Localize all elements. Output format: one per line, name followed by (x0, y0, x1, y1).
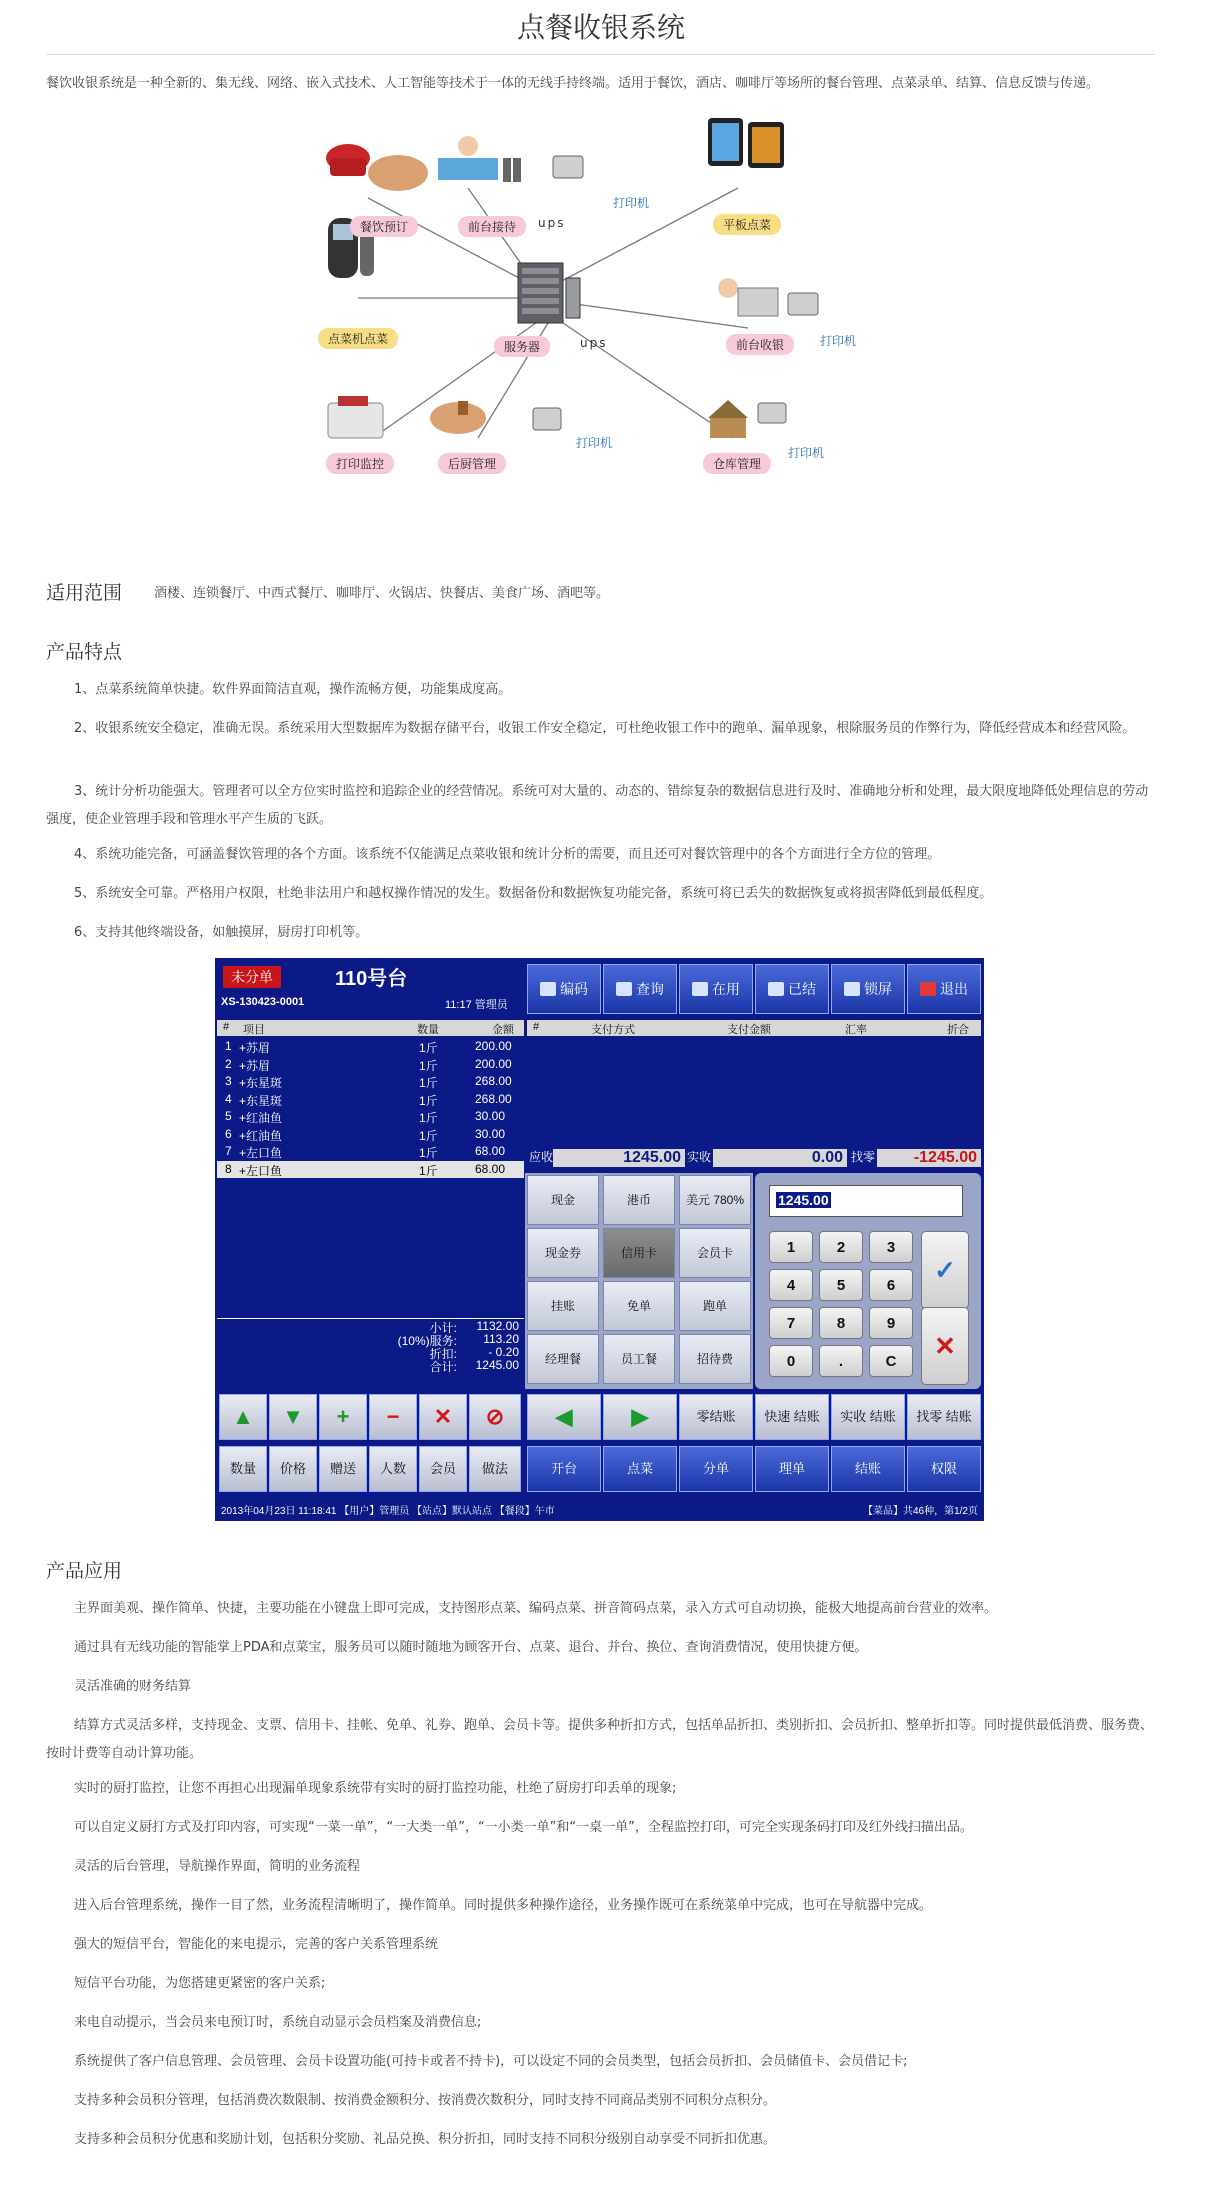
payment-grid-header: # 支付方式 支付金额 汇率 折合 (527, 1020, 981, 1036)
warehouse-icon (708, 400, 786, 438)
label-printer-4: 打印机 (788, 446, 825, 460)
arrow-left-icon[interactable]: ◀ (527, 1394, 601, 1440)
code-icon (540, 982, 556, 996)
diagram-lines (308, 118, 908, 548)
due-amount: 1245.00 (553, 1149, 685, 1167)
order-item-row[interactable]: 4 +东星斑 1斤 268.00 (225, 1091, 512, 1108)
pay-member-card-button[interactable]: 会员卡 (679, 1228, 751, 1278)
key-2[interactable]: 2 (819, 1231, 863, 1263)
pos-screenshot (215, 958, 984, 1521)
cancel-x-icon[interactable]: ✕ (921, 1307, 969, 1385)
exit-button[interactable]: 退出 (907, 964, 981, 1014)
label-ups-1: ups (538, 216, 566, 230)
feature-item-6: 6、支持其他终端设备，如触摸屏，厨房打印机等。 (74, 925, 369, 940)
label-cashier: 前台收银 (726, 334, 794, 355)
pay-voucher-button[interactable]: 现金券 (527, 1228, 599, 1278)
change-settle-button[interactable]: 找零 结账 (907, 1394, 981, 1440)
numeric-keypad (755, 1173, 981, 1389)
minus-icon[interactable]: − (369, 1394, 417, 1440)
application-para-7: 灵活的后台管理，导航操作界面，简明的业务流程 (74, 1859, 361, 1874)
application-para-5: 实时的厨打监控，让您不再担心出现漏单现象系统带有实时的厨打监控功能，杜绝了厨房打印丢单的现象; (74, 1781, 677, 1796)
application-para-6: 可以自定义厨打方式及打印内容，可实现“一菜一单”，“一大类一单”，“一小类一单”和“一桌一单”，全程监控打印，可完全实现条码打印及红外线扫描出品。 (74, 1820, 973, 1835)
label-reserve: 餐饮预订 (350, 216, 418, 237)
key-7[interactable]: 7 (769, 1307, 813, 1339)
checkout-button[interactable]: 结账 (831, 1446, 905, 1492)
features-heading: 产品特点 (46, 641, 123, 663)
label-print-monitor: 打印监控 (326, 453, 394, 474)
key-3[interactable]: 3 (869, 1231, 913, 1263)
gift-button[interactable]: 赠送 (319, 1446, 367, 1492)
amount-input[interactable]: 1245.00 (769, 1185, 963, 1217)
lock-screen-button[interactable]: 锁屏 (831, 964, 905, 1014)
lock-icon (844, 982, 860, 996)
change-amount: -1245.00 (877, 1149, 981, 1167)
cooking-method-button[interactable]: 做法 (469, 1446, 521, 1492)
order-item-row[interactable]: 2 +苏眉 1斤 200.00 (225, 1056, 512, 1073)
confirm-check-icon[interactable]: ✓ (921, 1231, 969, 1309)
item-grid-header: # 项目 数量 金额 (217, 1020, 524, 1036)
key-4[interactable]: 4 (769, 1269, 813, 1301)
delete-icon[interactable]: ✕ (419, 1394, 467, 1440)
system-network-diagram (308, 118, 908, 548)
split-bill-button[interactable]: 分单 (679, 1446, 753, 1492)
payment-method-panel (525, 1173, 753, 1389)
quick-settle-button[interactable]: 快速 结账 (755, 1394, 829, 1440)
key-1[interactable]: 1 (769, 1231, 813, 1263)
page-title: 点餐收银系统 (516, 11, 685, 44)
paid-amount: 0.00 (713, 1149, 847, 1167)
label-kitchen: 后厨管理 (438, 453, 506, 474)
application-para-9: 强大的短信平台，智能化的来电提示，完善的客户关系管理系统 (74, 1937, 439, 1952)
status-left: 2013年04月23日 11:18:41 【用户】管理员 【站点】默认站点 【餐段】午市 (221, 1506, 555, 1517)
pay-credit-card-button[interactable]: 信用卡 (603, 1228, 675, 1278)
status-right: 【菜品】共46种，第1/2页 (862, 1506, 978, 1517)
price-button[interactable]: 价格 (269, 1446, 317, 1492)
order-totals: 小计: 1132.00 (10%)服务: 113.20 折扣: - 0.20 合计: 1245.00 (217, 1318, 524, 1371)
key-dot[interactable]: . (819, 1345, 863, 1377)
key-9[interactable]: 9 (869, 1307, 913, 1339)
feature-item-4: 4、系统功能完备，可涵盖餐饮管理的各个方面。该系统不仅能满足点菜收银和统计分析的需要，而且还可对餐饮管理中的各个方面进行全方位的管理。 (74, 847, 941, 862)
application-para-1: 主界面美观、操作简单、快捷，主要功能在小键盘上即可完成，支持图形点菜、编码点菜、拼音简码点菜，录入方式可自动切换，能极大地提高前台营业的效率。 (74, 1601, 998, 1616)
order-item-row[interactable]: 5 +红油鱼 1斤 30.00 (225, 1109, 506, 1125)
title-divider (46, 54, 1156, 55)
order-button[interactable]: 点菜 (603, 1446, 677, 1492)
in-use-button[interactable]: 在用 (679, 964, 753, 1014)
label-reception: 前台接待 (458, 216, 526, 237)
exit-icon (920, 982, 936, 996)
status-bar (215, 1503, 984, 1521)
order-item-row-selected[interactable]: 8 +左口鱼 1斤 68.00 (217, 1161, 524, 1179)
feature-item-2: 2、收银系统安全稳定，准确无误。系统采用大型数据库为数据存储平台，收银工作安全稳定，可杜绝收银工作中的跑单、漏单现象，根除服务员的作弊行为，降低经营成本和经营风险。 (74, 721, 1136, 736)
arrow-right-icon[interactable]: ▶ (603, 1394, 677, 1440)
open-table-button[interactable]: 开台 (527, 1446, 601, 1492)
label-warehouse: 仓库管理 (703, 453, 771, 474)
check-list-icon (768, 982, 784, 996)
pay-manager-meal-button[interactable]: 经理餐 (527, 1334, 599, 1384)
label-printer-3: 打印机 (576, 436, 613, 450)
plus-icon[interactable]: + (319, 1394, 367, 1440)
application-para-11: 来电自动提示，当会员来电预订时，系统自动显示会员档案及消费信息; (74, 2015, 482, 2030)
label-server: 服务器 (494, 336, 550, 357)
order-item-row[interactable]: 1 +苏眉 1斤 200.00 (225, 1039, 512, 1055)
label-tablet: 平板点菜 (713, 214, 781, 235)
member-button[interactable]: 会员 (419, 1446, 467, 1492)
settled-button[interactable]: 已结 (755, 964, 829, 1014)
feature-item-1: 1、点菜系统简单快捷。软件界面简洁直观，操作流畅方便，功能集成度高。 (74, 682, 512, 697)
key-clear[interactable]: C (869, 1345, 913, 1377)
pay-free-button[interactable]: 免单 (603, 1281, 675, 1331)
server-icon (518, 263, 580, 323)
reception-icon (438, 136, 583, 182)
due-label: 应收 (529, 1150, 554, 1164)
move-down-icon[interactable]: ▼ (269, 1394, 317, 1440)
application-para-14: 支持多种会员积分优惠和奖励计划，包括积分奖励、礼品兑换、积分折扣，同时支持不同积分级别自动享受不同折扣优惠。 (74, 2132, 777, 2147)
kitchen-icon (430, 401, 561, 434)
printer-monitor-icon (328, 396, 383, 438)
key-8[interactable]: 8 (819, 1307, 863, 1339)
feature-item-3: 3、统计分析功能强大。管理者可以全方位实时监控和追踪企业的经营情况。系统可对大量的、动态的、错综复杂的数据信息进行及时、准确地分析和处理，最大限度地降低处理信息的劳动强度，使企业管理手段和管理水平产生质的飞跃。 (46, 784, 1149, 827)
application-para-3: 灵活准确的财务结算 (74, 1679, 192, 1694)
order-item-row[interactable]: 3 +东星斑 1斤 268.00 (225, 1074, 512, 1090)
order-time-user: 11:17 管理员 (445, 999, 508, 1011)
change-label: 找零 (851, 1150, 876, 1164)
order-number: XS-130423-0001 (221, 996, 305, 1008)
label-printer-1: 打印机 (613, 196, 650, 210)
move-up-icon[interactable]: ▲ (219, 1394, 267, 1440)
order-item-row[interactable]: 6 +红油鱼 1斤 30.00 (225, 1126, 506, 1143)
order-item-list (217, 1038, 524, 1178)
pay-hospitality-button[interactable]: 招待费 (679, 1334, 751, 1384)
application-para-10: 短信平台功能，为您搭建更紧密的客户关系; (74, 1976, 326, 1991)
tablet-icon (708, 118, 784, 168)
void-icon[interactable]: ⊘ (469, 1394, 521, 1440)
scope-text: 酒楼、连锁餐厅、中西式餐厅、咖啡厅、火锅店、快餐店、美食广场、酒吧等。 (154, 586, 610, 601)
quantity-button[interactable]: 数量 (219, 1446, 267, 1492)
manage-bill-button[interactable]: 理单 (755, 1446, 829, 1492)
table-number: 110号台 (335, 968, 408, 990)
permissions-button[interactable]: 权限 (907, 1446, 981, 1492)
guests-button[interactable]: 人数 (369, 1446, 417, 1492)
label-handheld: 点菜机点菜 (318, 328, 398, 349)
code-button[interactable]: 编码 (527, 964, 601, 1014)
application-para-12: 系统提供了客户信息管理、会员管理、会员卡设置功能(可持卡或者不持卡)，可以设定不同的会员类型，包括会员折扣、会员储值卡、会员借记卡; (74, 2054, 908, 2069)
unpaid-badge: 未分单 (223, 966, 281, 988)
pay-on-account-button[interactable]: 挂账 (527, 1281, 599, 1331)
paid-settle-button[interactable]: 实收 结账 (831, 1394, 905, 1440)
key-0[interactable]: 0 (769, 1345, 813, 1377)
application-para-8: 进入后台管理系统，操作一目了然，业务流程清晰明了，操作简单。同时提供多种操作途径，业务操作既可在系统菜单中完成，也可在导航器中完成。 (74, 1898, 933, 1913)
phone-icon (326, 144, 428, 191)
feature-item-5: 5、系统安全可靠。严格用户权限，杜绝非法用户和越权操作情况的发生。数据备份和数据恢复功能完备，系统可将已丢失的数据恢复或将损害降低到最低程度。 (74, 886, 993, 901)
pay-skip-button[interactable]: 跑单 (679, 1281, 751, 1331)
query-button[interactable]: 查询 (603, 964, 677, 1014)
intro-paragraph: 餐饮收银系统是一种全新的、集无线、网络、嵌入式技术、人工智能等技术于一体的无线手持终端。适用于餐饮，酒店、咖啡厅等场所的餐台管理、点菜录单、结算、信息反馈与传递。 (46, 76, 1100, 91)
application-para-4: 结算方式灵活多样，支持现金、支票、信用卡、挂帐、免单、礼券、跑单、会员卡等。提供多种折扣方式，包括单品折扣、类别折扣、会员折扣、整单折扣等。同时提供最低消费、服务费、按时计费等自动计算功能。 (46, 1718, 1154, 1761)
zero-settle-button[interactable]: 零结账 (679, 1394, 753, 1440)
cashier-icon (718, 278, 818, 316)
pay-staff-meal-button[interactable]: 员工餐 (603, 1334, 675, 1384)
search-icon (616, 982, 632, 996)
application-heading: 产品应用 (46, 1560, 123, 1582)
people-icon (692, 982, 708, 996)
pay-hkd-button[interactable]: 港币 (603, 1175, 675, 1225)
application-para-2: 通过具有无线功能的智能掌上PDA和点菜宝，服务员可以随时随地为顾客开台、点菜、退台、并台、换位、查询消费情况，使用快捷方便。 (74, 1640, 868, 1655)
label-printer-2: 打印机 (820, 334, 857, 348)
key-5[interactable]: 5 (819, 1269, 863, 1301)
order-item-row[interactable]: 7 +左口鱼 1斤 68.00 (225, 1144, 506, 1160)
key-6[interactable]: 6 (869, 1269, 913, 1301)
scope-heading: 适用范围 (46, 582, 123, 604)
label-ups-2: ups (580, 336, 608, 350)
pay-usd-button[interactable]: 美元 780% (679, 1175, 751, 1225)
paid-label: 实收 (687, 1150, 712, 1164)
application-para-13: 支持多种会员积分管理，包括消费次数限制、按消费金额积分、按消费次数积分，同时支持不同商品类别不同积分点积分。 (74, 2093, 777, 2108)
pay-cash-button[interactable]: 现金 (527, 1175, 599, 1225)
